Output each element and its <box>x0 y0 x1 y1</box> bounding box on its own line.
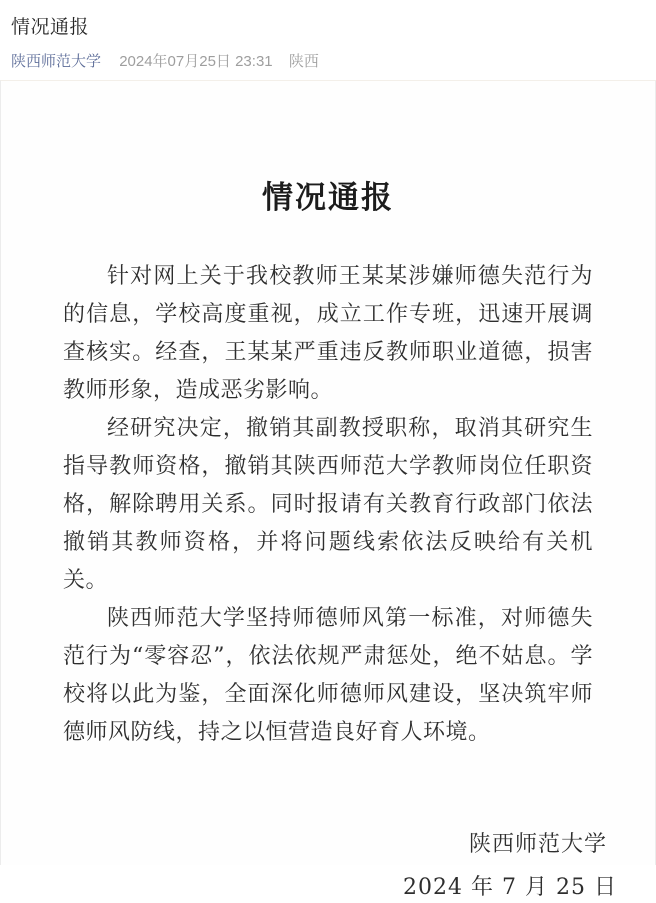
post-title: 情况通报 <box>11 17 90 38</box>
document-paragraph: 陕西师范大学坚持师德师风第一标准，对师德失范行为“零容忍”，依法依规严肃惩处，绝不姑息。学校将以此为鉴，全面深化师德师风建设，坚决筑牢师德师风防线，持之以恒营造良好育人环境。 <box>63 606 593 745</box>
document-paragraph: 经研究决定，撤销其副教授职称，取消其研究生指导教师资格，撤销其陕西师范大学教师岗位任职资格，解除聘用关系。同时报请有关教育行政部门依法撤销其教师资格，并将问题线索依法反映给有关机关。 <box>63 416 593 593</box>
post-location: 陕西 <box>288 53 319 70</box>
document-paragraph: 针对网上关于我校教师王某某涉嫌师德失范行为的信息，学校高度重视，成立工作专班，迅速开展调查核实。经查，王某某严重违反教师职业道德，损害教师形象，造成恶劣影响。 <box>63 264 593 403</box>
notice-document-image <box>0 80 656 900</box>
signature-date: 2024 年 7 月 25 日 <box>403 875 617 900</box>
post-byline <box>11 52 644 72</box>
signature-name: 陕西师范大学 <box>468 832 607 857</box>
document-title: 情况通报 <box>262 180 394 216</box>
document-signature-block <box>1 830 655 903</box>
post-header <box>0 0 656 80</box>
document-body <box>1 258 655 752</box>
source-link[interactable]: 陕西师范大学 <box>11 53 102 70</box>
post-datetime: 2024年07月25日 23:31 <box>119 53 273 70</box>
